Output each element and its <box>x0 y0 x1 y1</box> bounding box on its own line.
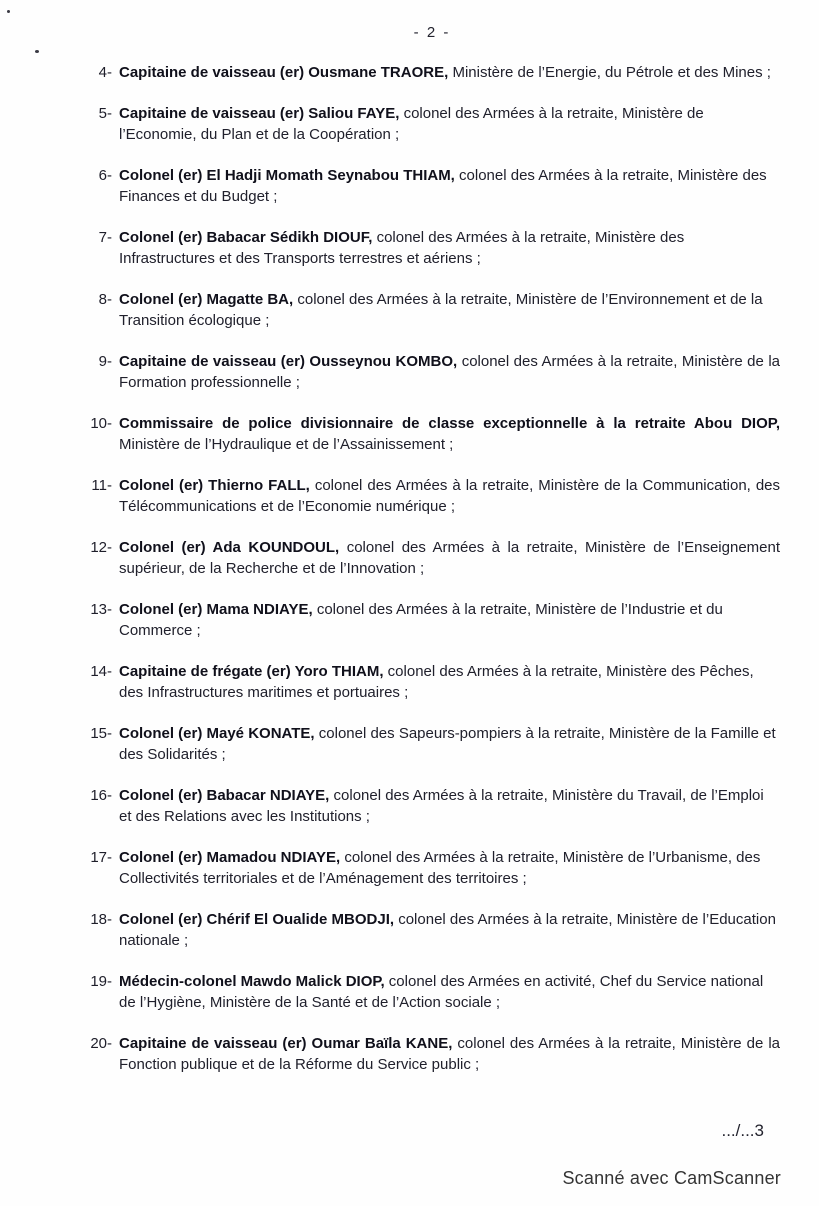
item-text <box>119 1033 784 1076</box>
list-item <box>78 723 784 766</box>
item-text <box>119 537 784 580</box>
item-officer-name: Capitaine de frégate (er) Yoro THIAM, <box>119 662 384 680</box>
item-text <box>119 289 784 332</box>
item-ministry-detail: Ministère de l’Energie, du Pétrole et des Mines ; <box>452 64 771 81</box>
scan-artifact-dot <box>7 10 10 13</box>
item-officer-name: Capitaine de vaisseau (er) Oumar Baïla KANE, <box>119 1034 453 1052</box>
item-officer-name: Colonel (er) Babacar NDIAYE, <box>119 786 330 804</box>
item-number: 6- <box>98 166 112 184</box>
list-item <box>78 1033 784 1076</box>
item-text <box>119 103 784 146</box>
item-number: 5- <box>98 104 112 122</box>
item-ministry-detail: colonel des Armées à la retraite, Ministère des Finances et du Budget ; <box>119 166 767 205</box>
list-item <box>78 599 784 642</box>
item-number: 17- <box>90 848 112 866</box>
item-text <box>119 165 784 208</box>
list-item <box>78 847 784 890</box>
list-item <box>78 103 784 146</box>
list-item <box>78 661 784 704</box>
item-text <box>119 227 784 270</box>
item-officer-name: Commissaire de police divisionnaire de classe exceptionnelle à la retraite Abou DIOP, <box>119 414 780 432</box>
list-item <box>78 289 784 332</box>
item-ministry-detail: colonel des Armées à la retraite, Ministère de la Formation professionnelle ; <box>119 352 780 391</box>
scan-artifact-dot <box>35 50 39 53</box>
item-ministry-detail: colonel des Sapeurs-pompiers à la retraite, Ministère de la Famille et des Solidarités ; <box>119 724 776 763</box>
list-item <box>78 413 784 456</box>
list-item <box>78 785 784 828</box>
item-text <box>119 661 784 704</box>
item-number: 11- <box>91 476 112 494</box>
item-number: 9- <box>98 352 112 370</box>
item-text <box>119 599 784 642</box>
item-number: 15- <box>90 724 112 742</box>
item-officer-name: Colonel (er) Babacar Sédikh DIOUF, <box>119 228 373 246</box>
item-ministry-detail: colonel des Armées à la retraite, Ministère du Travail, de l’Emploi et des Relations avec les Institutions ; <box>119 786 764 825</box>
item-text <box>119 847 784 890</box>
list-item <box>78 971 784 1014</box>
item-officer-name: Colonel (er) Mamadou NDIAYE, <box>119 848 341 866</box>
item-ministry-detail: colonel des Armées à la retraite, Ministère de la Fonction publique et de la Réforme du Service public ; <box>119 1034 780 1073</box>
item-officer-name: Colonel (er) Mayé KONATE, <box>119 724 315 742</box>
list-item <box>78 227 784 270</box>
item-number: 7- <box>98 228 112 246</box>
item-ministry-detail: colonel des Armées à la retraite, Ministère de la Communication, des Télécommunications et de l’Economie numérique ; <box>119 476 781 515</box>
item-officer-name: Colonel (er) Mama NDIAYE, <box>119 600 313 618</box>
item-text <box>119 785 784 828</box>
item-ministry-detail: colonel des Armées à la retraite, Ministère de l’Environnement et de la Transition écologique ; <box>119 290 763 329</box>
item-text <box>119 909 784 952</box>
item-ministry-detail: colonel des Armées à la retraite, Ministère de l’Enseignement supérieur, de la Recherche et de l’Innovation ; <box>119 538 781 577</box>
item-ministry-detail: colonel des Armées à la retraite, Ministère des Infrastructures et des Transports terrestres et aériens ; <box>119 228 685 267</box>
list-item <box>78 909 784 952</box>
item-text <box>119 351 784 394</box>
list-item <box>78 537 784 580</box>
item-ministry-detail: colonel des Armées à la retraite, Ministère des Pêches, des Infrastructures maritimes et portuaires ; <box>119 662 754 701</box>
item-ministry-detail: Ministère de l’Hydraulique et de l’Assainissement ; <box>119 436 454 453</box>
item-officer-name: Capitaine de vaisseau (er) Ousseynou KOMBO, <box>119 352 458 370</box>
item-officer-name: Médecin-colonel Mawdo Malick DIOP, <box>119 972 385 990</box>
list-item <box>78 475 784 518</box>
list-item <box>78 351 784 394</box>
list-item <box>78 165 784 208</box>
item-number: 16- <box>90 786 112 804</box>
item-officer-name: Capitaine de vaisseau (er) Ousmane TRAORE, <box>119 64 449 81</box>
item-number: 10- <box>90 414 112 432</box>
item-number: 4- <box>98 64 112 81</box>
item-number: 8- <box>98 290 112 308</box>
item-officer-name: Colonel (er) Chérif El Oualide MBODJI, <box>119 910 395 928</box>
item-number: 18- <box>90 910 112 928</box>
item-number: 19- <box>90 972 112 990</box>
item-text <box>119 413 784 456</box>
decree-list <box>78 62 784 1095</box>
item-ministry-detail: colonel des Armées à la retraite, Ministère de l’Economie, du Plan et de la Coopération ; <box>119 104 704 143</box>
item-text <box>119 971 784 1014</box>
item-ministry-detail: colonel des Armées en activité, Chef du Service national de l’Hygiène, Ministère de la Santé et de l’Action sociale ; <box>119 972 764 1011</box>
item-text <box>119 723 784 766</box>
item-number: 13- <box>90 600 112 618</box>
item-ministry-detail: colonel des Armées à la retraite, Ministère de l’Industrie et du Commerce ; <box>119 600 723 639</box>
item-number: 20- <box>90 1034 112 1052</box>
page-number: - 2 - <box>413 24 451 41</box>
item-officer-name: Colonel (er) El Hadji Momath Seynabou THIAM, <box>119 166 455 184</box>
item-number: 12- <box>90 538 112 556</box>
item-text <box>119 62 784 84</box>
item-number: 14- <box>90 662 112 680</box>
item-ministry-detail: colonel des Armées à la retraite, Ministère de l’Urbanisme, des Collectivités territoriales et de l’Aménagement des territoires ; <box>119 848 761 887</box>
list-item <box>78 62 784 84</box>
item-ministry-detail: colonel des Armées à la retraite, Ministère de l’Education nationale ; <box>119 910 776 949</box>
continuation-marker: .../...3 <box>721 1121 764 1140</box>
item-officer-name: Colonel (er) Ada KOUNDOUL, <box>119 538 340 556</box>
item-officer-name: Colonel (er) Magatte BA, <box>119 290 294 308</box>
item-officer-name: Colonel (er) Thierno FALL, <box>119 476 310 494</box>
item-text <box>119 475 784 518</box>
camscanner-watermark: Scanné avec CamScanner <box>562 1168 781 1188</box>
item-officer-name: Capitaine de vaisseau (er) Saliou FAYE, <box>119 104 400 122</box>
